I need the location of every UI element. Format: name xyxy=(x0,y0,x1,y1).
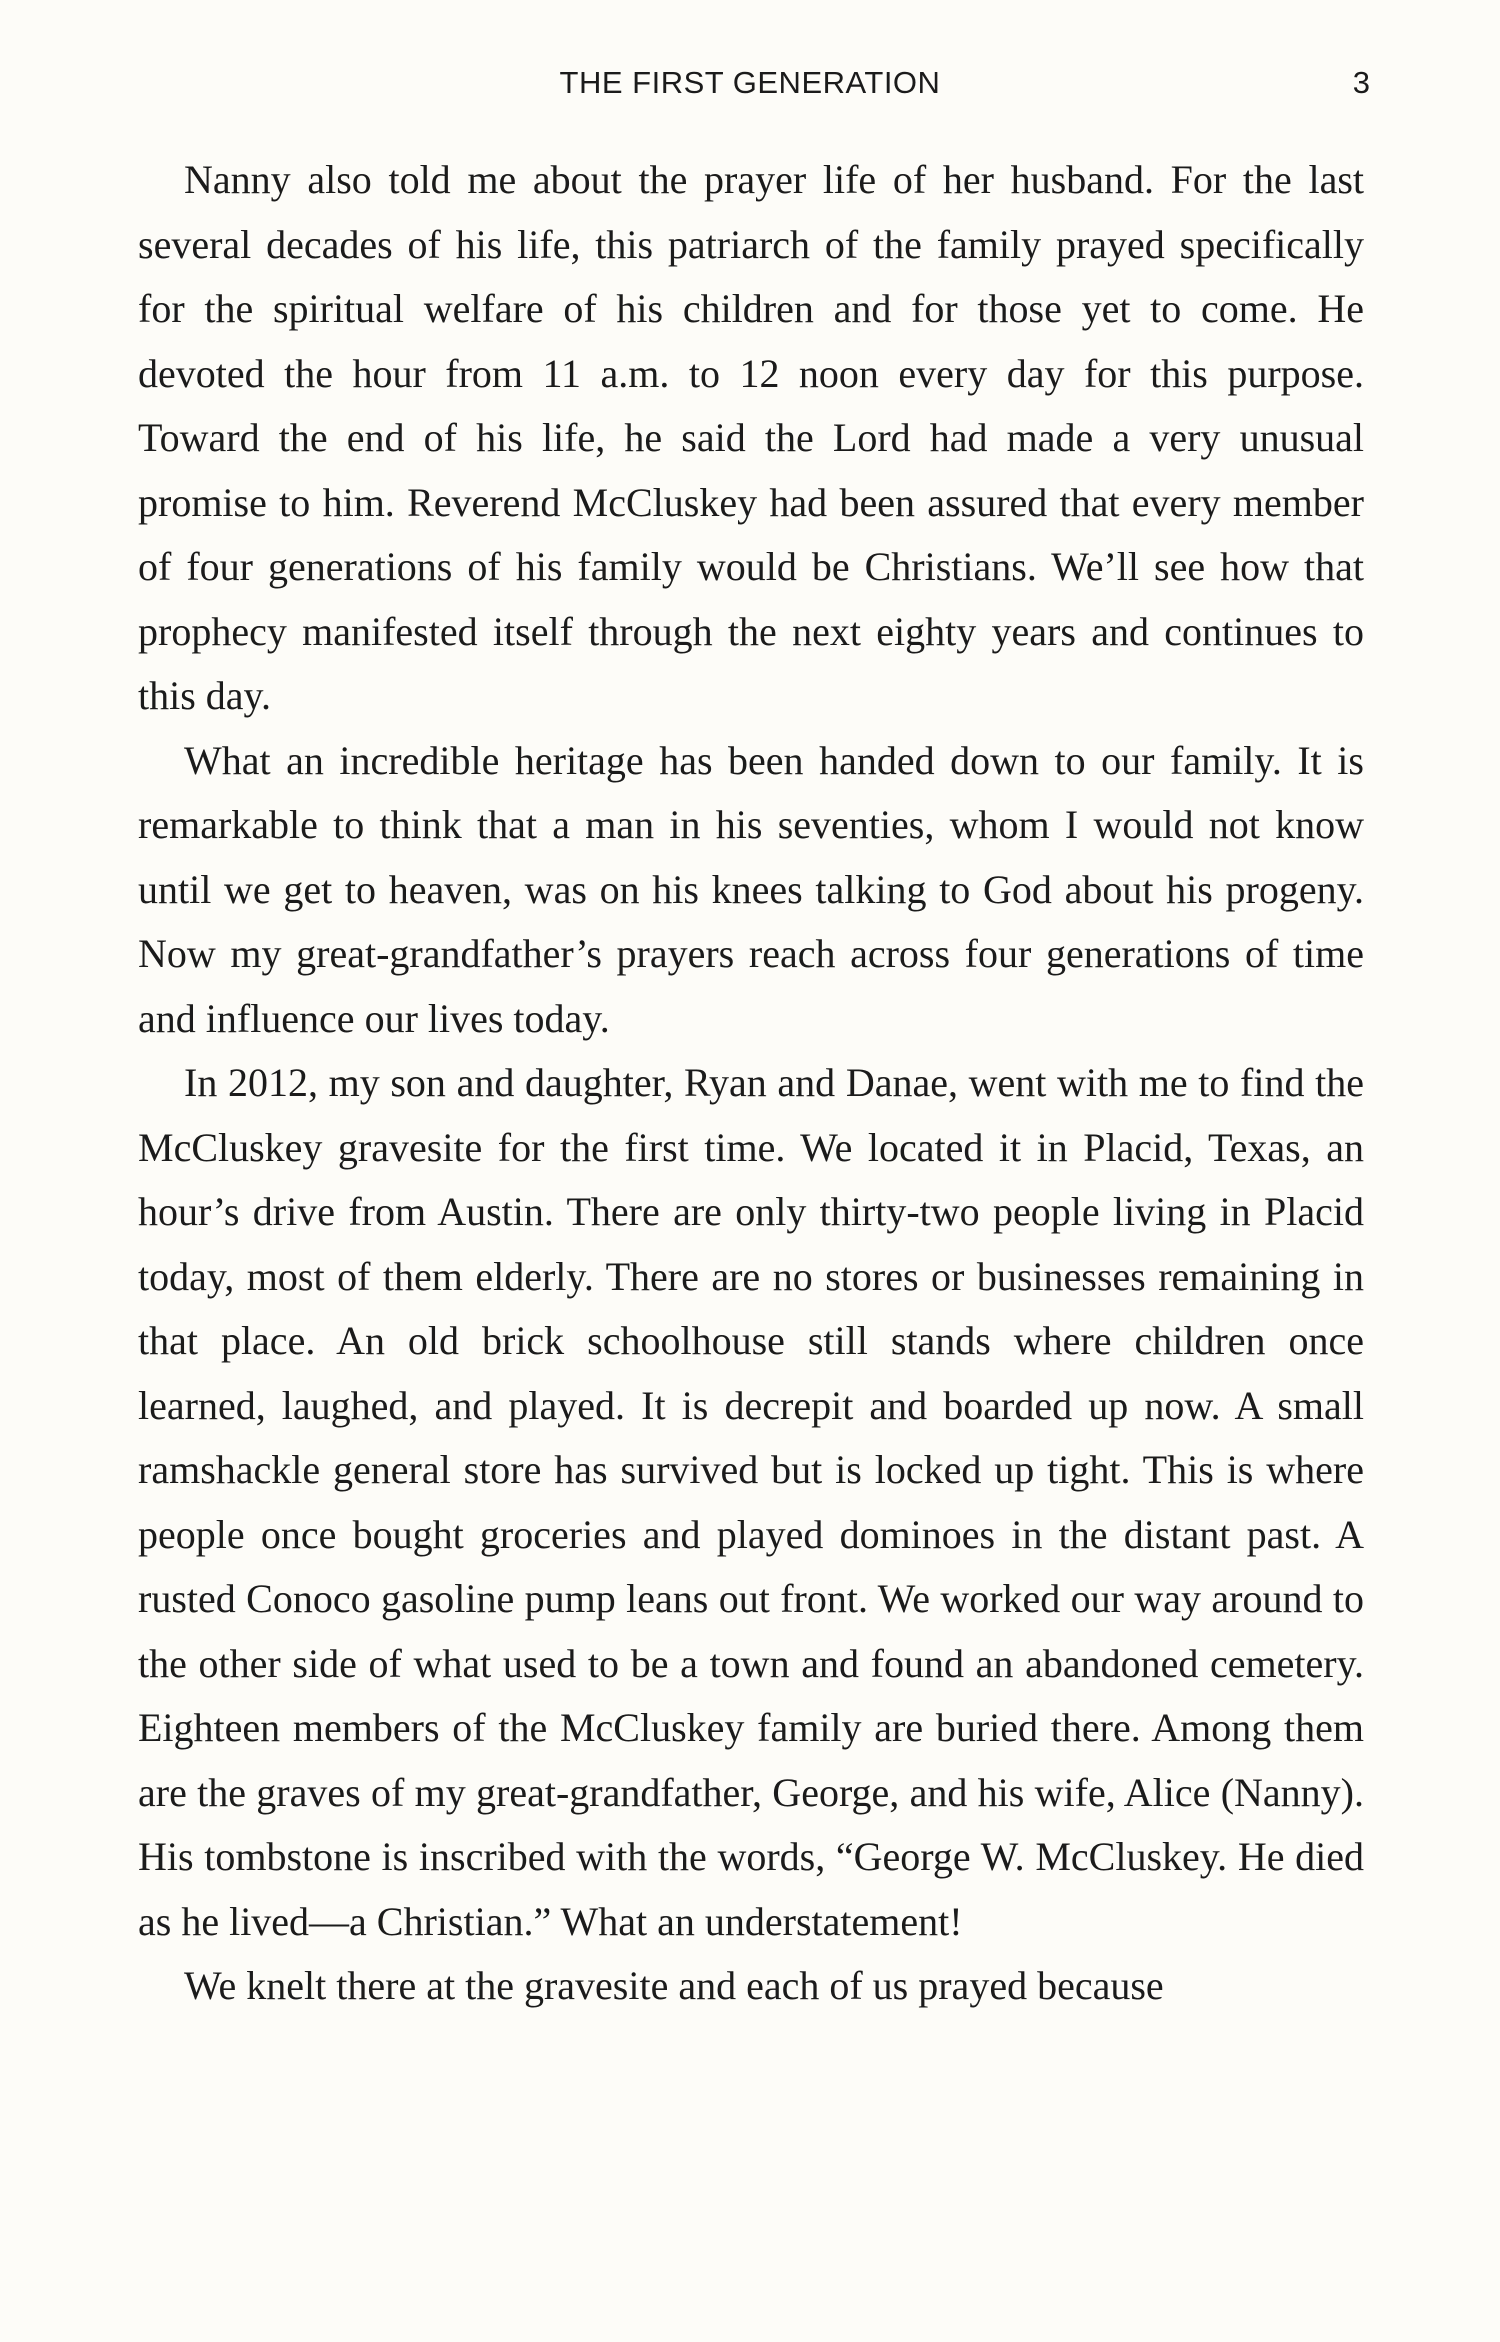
paragraph-prayer-life: Nanny also told me about the prayer life of her husband. For the last several decades of his life, this patriarch of the family prayed specifically for the spiritual welfare of his children and for those yet to come. He devoted the hour from 11 a.m. to 12 noon every day for this purpose. Toward the end of his life, he said the Lord had made a very unusual promise to him. Reverend McCluskey had been assured that every member of four generations of his family would be Christians. We’ll see how that prophecy manifested itself through the next eighty years and continues to this day. xyxy=(138,157,1364,718)
body-text xyxy=(138,148,1364,2019)
page-number: 3 xyxy=(1352,65,1370,100)
paragraph-gravesite-visit: In 2012, my son and daughter, Ryan and Danae, went with me to find the McCluskey gravesite for the first time. We located it in Placid, Texas, an hour’s drive from Austin. There are only thirty-two people living in Placid today, most of them elderly. There are no stores or businesses remaining in that place. An old brick schoolhouse still stands where children once learned, laughed, and played. It is decrepit and boarded up now. A small ramshackle general store has survived but is locked up tight. This is where people once bought groceries and played dominoes in the distant past. A rusted Conoco gasoline pump leans out front. We worked our way around to the other side of what used to be a town and found an abandoned cemetery. Eighteen members of the McCluskey family are buried there. Among them are the graves of my great-grandfather, George, and his wife, Alice (Nanny). His tombstone is inscribed with the words, “George W. McCluskey. He died as he lived—a Christian.” What an understatement! xyxy=(138,1060,1364,1944)
running-title: THE FIRST GENERATION xyxy=(559,65,941,100)
paragraph-knelt: We knelt there at the gravesite and each of us prayed because xyxy=(184,1963,1164,2008)
paragraph-heritage: What an incredible heritage has been handed down to our family. It is remarkable to think that a man in his seventies, whom I would not know until we get to heaven, was on his knees talking to God about his progeny. Now my great-grandfather’s prayers reach across four generations of time and influence our lives today. xyxy=(138,737,1364,1041)
running-head xyxy=(0,58,1500,108)
